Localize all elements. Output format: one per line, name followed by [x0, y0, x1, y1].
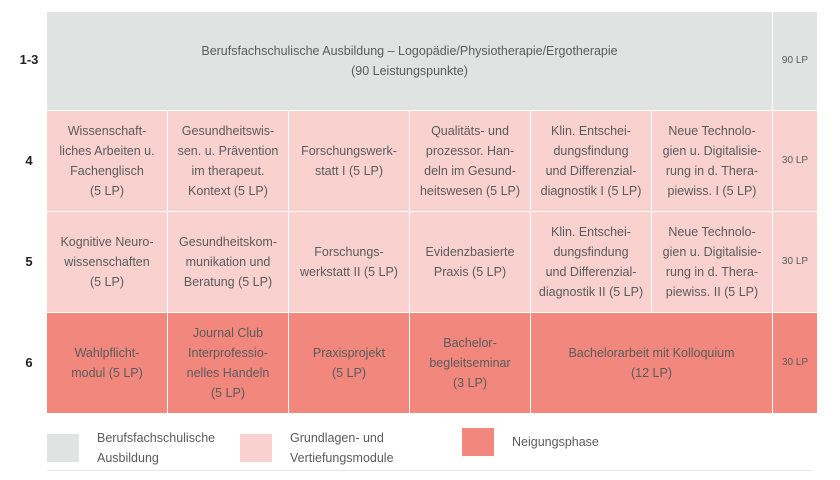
curriculum-table [47, 12, 812, 413]
legend-item-berufsfachschulisch [47, 428, 215, 468]
row-label-6: 6 [25, 355, 33, 370]
module-forschungswerkstatt-1: Forschungswerk- statt I (5 LP) [289, 111, 409, 211]
module-neue-technologien-1: Neue Technolo- gien u. Digitalisie- rung in d. Thera- piewiss. I (5 LP) [652, 111, 772, 211]
module-klin-entscheidung-1: Klin. Entschei- dungsfindung und Differenzial- diagnostik I (5 LP) [531, 111, 651, 211]
legend-label-neigungsphase: Neigungsphase [512, 435, 599, 449]
module-evidenzbasierte-praxis: Evidenzbasierte Praxis (5 LP) [410, 212, 530, 312]
bottom-divider [47, 470, 812, 471]
legend-item-neigungsphase [462, 428, 599, 456]
module-gesundheitswissen-praevention: Gesundheitswis- sen. u. Prävention im therapeut. Kontext (5 LP) [168, 111, 288, 211]
lp-row-5: 30 LP [773, 212, 817, 312]
legend-label-berufsfachschulisch: Berufsfachschulische Ausbildung [97, 431, 216, 465]
legend-swatch-grey [47, 434, 79, 462]
module-neue-technologien-2: Neue Technolo- gien u. Digitalisie- rung in d. Thera- piewiss. II (5 LP) [652, 212, 772, 312]
module-bachelorarbeit: Bachelorarbeit mit Kolloquium (12 LP) [531, 313, 772, 413]
legend-item-grundlagen [240, 428, 394, 468]
row-label-4: 4 [25, 153, 33, 168]
legend-swatch-light [240, 434, 272, 462]
lp-row-4: 30 LP [773, 111, 817, 211]
legend-swatch-dark [462, 428, 494, 456]
module-bachelorbegleitseminar: Bachelor- begleitseminar (3 LP) [410, 313, 530, 413]
module-qualitaets-handeln: Qualitäts- und prozessor. Han- deln im Gesund- heitswesen (5 LP) [410, 111, 530, 211]
module-berufsfachschulische-ausbildung: Berufsfachschulische Ausbildung – Logopädie/Physiotherapie/Ergotherapie (90 Leistungspunkte) [47, 12, 772, 110]
module-gesundheitskommunikation: Gesundheitskom- munikation und Beratung (5 LP) [168, 212, 288, 312]
module-klin-entscheidung-2: Klin. Entschei- dungsfindung und Differenzial- diagnostik II (5 LP) [531, 212, 651, 312]
lp-row-6: 30 LP [773, 313, 817, 413]
row-label-5: 5 [25, 254, 33, 269]
module-forschungswerkstatt-2: Forschungs- werkstatt II (5 LP) [289, 212, 409, 312]
module-kognitive-neurowissenschaften: Kognitive Neuro- wissenschaften (5 LP) [47, 212, 167, 312]
module-journal-club: Journal Club Interprofessio- nelles Handeln (5 LP) [168, 313, 288, 413]
row-label-1-3: 1-3 [19, 52, 39, 67]
module-wahlpflichtmodul: Wahlpflicht- modul (5 LP) [47, 313, 167, 413]
module-wissenschaftliches-arbeiten: Wissenschaft- liches Arbeiten u. Fachenglisch (5 LP) [47, 111, 167, 211]
lp-row-1-3: 90 LP [773, 12, 817, 110]
legend-label-grundlagen: Grundlagen- und Vertiefungsmodule [290, 431, 394, 465]
module-praxisprojekt: Praxisprojekt (5 LP) [289, 313, 409, 413]
